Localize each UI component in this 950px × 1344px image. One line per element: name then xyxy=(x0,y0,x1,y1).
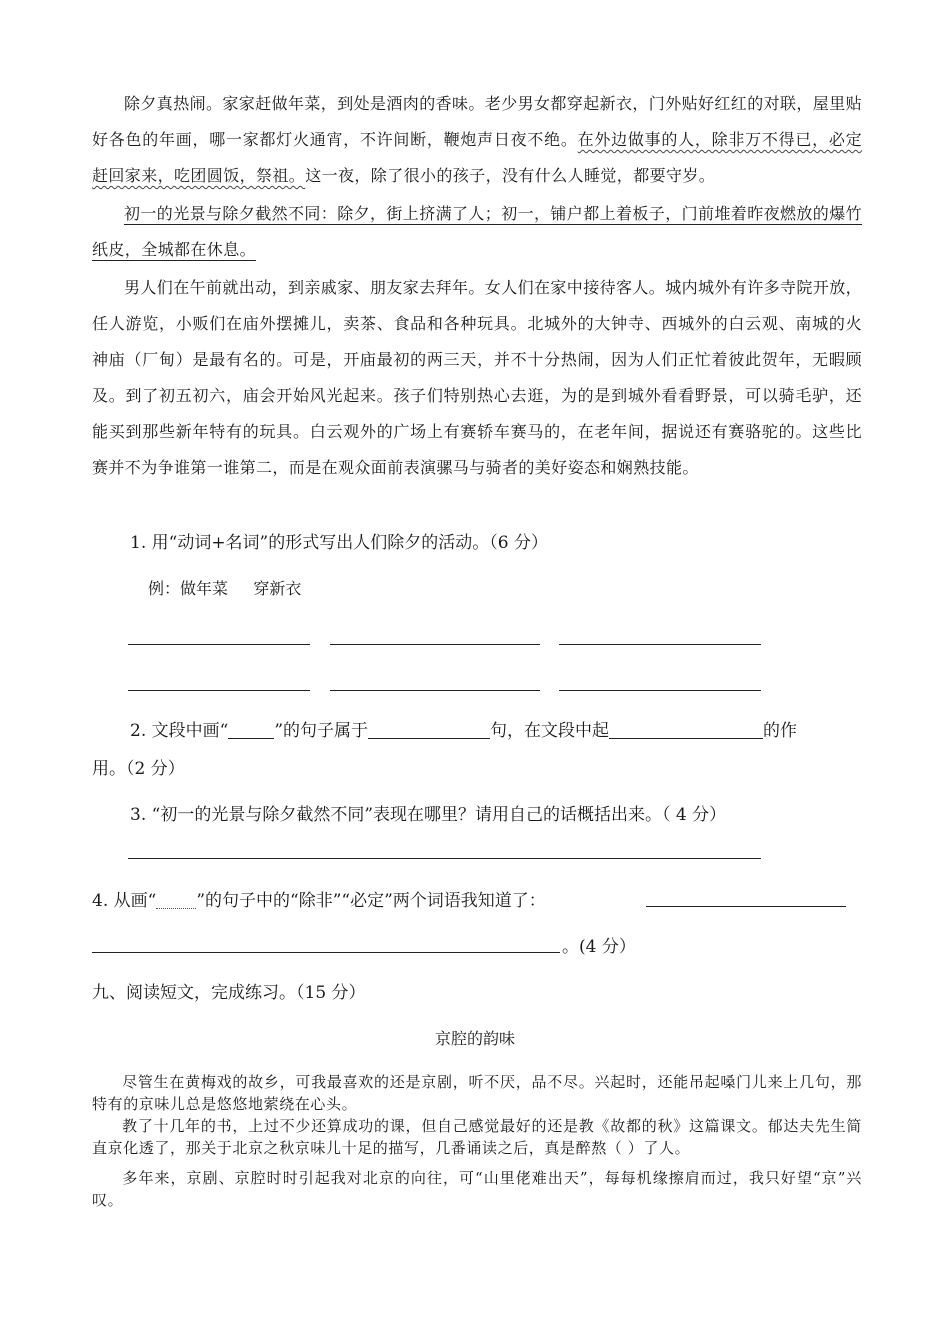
answer-line[interactable] xyxy=(646,906,846,907)
question-2 xyxy=(130,716,797,741)
wavy-underlined-sentence: 在外边做事的人，除非万不得已，必定赶回家来，吃团圆饭，祭祖。 xyxy=(92,130,862,185)
reading-paragraph-3 xyxy=(92,1167,862,1211)
section-9-heading: 九、阅读短文，完成练习。（15 分） xyxy=(92,983,366,1003)
answer-line[interactable] xyxy=(330,690,540,691)
passage-p1-text-a: 除夕真热闹。家家赶做年菜，到处是酒肉的香味。老少男女都穿起新衣，门外贴好红红的对联，屋里贴好各色的年画，哪一家都灯火通宵，不许间断，鞭炮声日夜不绝。 xyxy=(92,94,863,149)
question-4 xyxy=(92,886,546,911)
answer-blank-function[interactable] xyxy=(609,720,763,739)
question-4-part-b: ”的句子中的“除非”“必定”两个词语我知道了： xyxy=(196,891,546,911)
passage-paragraph-2 xyxy=(92,196,862,268)
question-2-part-a: 2. 文段中画“ xyxy=(130,721,229,741)
reading-p3-text: 多年来，京剧、京腔时时引起我对北京的向往，可“山里佬难出天”，每每机缘擦肩而过，我只好望“京”兴叹。 xyxy=(92,1169,862,1209)
answer-line[interactable] xyxy=(92,952,560,953)
question-1-example: 例：做年菜 穿新衣 xyxy=(148,579,302,598)
question-1: 1. 用“动词+名词”的形式写出人们除夕的活动。（6 分） xyxy=(130,533,548,553)
answer-line[interactable] xyxy=(559,644,761,645)
wavy-underline-symbol xyxy=(156,890,196,909)
answer-line[interactable] xyxy=(128,690,310,691)
reading-paragraph-1 xyxy=(92,1071,862,1115)
passage-paragraph-1 xyxy=(92,86,862,194)
question-2-part-b: ”的句子属于 xyxy=(274,721,369,741)
passage-paragraph-3 xyxy=(92,270,862,486)
answer-line[interactable] xyxy=(559,690,761,691)
solid-underlined-sentence: 初一的光景与除夕截然不同：除夕，街上挤满了人；初一，铺户都上着板子，门前堆着昨夜燃放的爆竹纸皮，全城都在休息。 xyxy=(92,204,863,259)
question-2-part-c: 句，在文段中起 xyxy=(490,721,610,741)
question-4-score: 。(4 分） xyxy=(562,937,636,957)
reading-title: 京腔的韵味 xyxy=(434,1029,515,1048)
underline-symbol xyxy=(228,720,274,739)
answer-line[interactable] xyxy=(128,858,761,859)
question-3: 3. “初一的光景与除夕截然不同”表现在哪里？请用自己的话概括出来。（ 4 分） xyxy=(130,805,727,825)
answer-line[interactable] xyxy=(128,644,310,645)
reading-p2-text: 教了十几年的书，上过不少还算成功的课，但自己感觉最好的还是教《故都的秋》这篇课文。郁达夫先生简直京化透了，那关于北京之秋京味儿十足的描写，几番诵读之后，真是醉熬（ ）了人。 xyxy=(92,1117,862,1157)
passage-p1-text-b: 这一夜，除了很小的孩子，没有什么人睡觉，都要守岁。 xyxy=(305,166,716,185)
question-4-part-a: 4. 从画“ xyxy=(92,891,157,911)
reading-paragraph-2 xyxy=(92,1115,862,1159)
reading-p1-text: 尽管生在黄梅戏的故乡，可我最喜欢的还是京剧，听不厌，品不尽。兴起时，还能吊起嗓门儿来上几句，那特有的京味儿总是悠悠地萦绕在心头。 xyxy=(92,1073,862,1113)
passage-p3-text: 男人们在午前就出动，到亲戚家、朋友家去拜年。女人们在家中接待客人。城内城外有许多寺院开放，任人游览，小贩们在庙外摆摊儿，卖茶、食品和各种玩具。北城外的大钟寺、西城外的白云观、南城的火神庙（厂甸）是最有名的。可是，开庙最初的两三天，并不十分热闹，因为人们正忙着彼此贺年，无暇顾及。到了初五初六，庙会开始风光起来。孩子们特别热心去逛，为的是到城外看看野景，可以骑毛驴，还能买到那些新年特有的玩具。白云观外的广场上有赛轿车赛马的，在老年间，据说还有赛骆驼的。这些比赛并不为争谁第一谁第二，而是在观众面前表演骡马与骑者的美好姿态和娴熟技能。 xyxy=(92,278,863,477)
question-2-continued: 用。（2 分） xyxy=(92,759,185,779)
answer-blank-sentence-type[interactable] xyxy=(368,720,490,739)
answer-line[interactable] xyxy=(330,644,540,645)
question-2-part-d: 的作 xyxy=(763,721,798,741)
